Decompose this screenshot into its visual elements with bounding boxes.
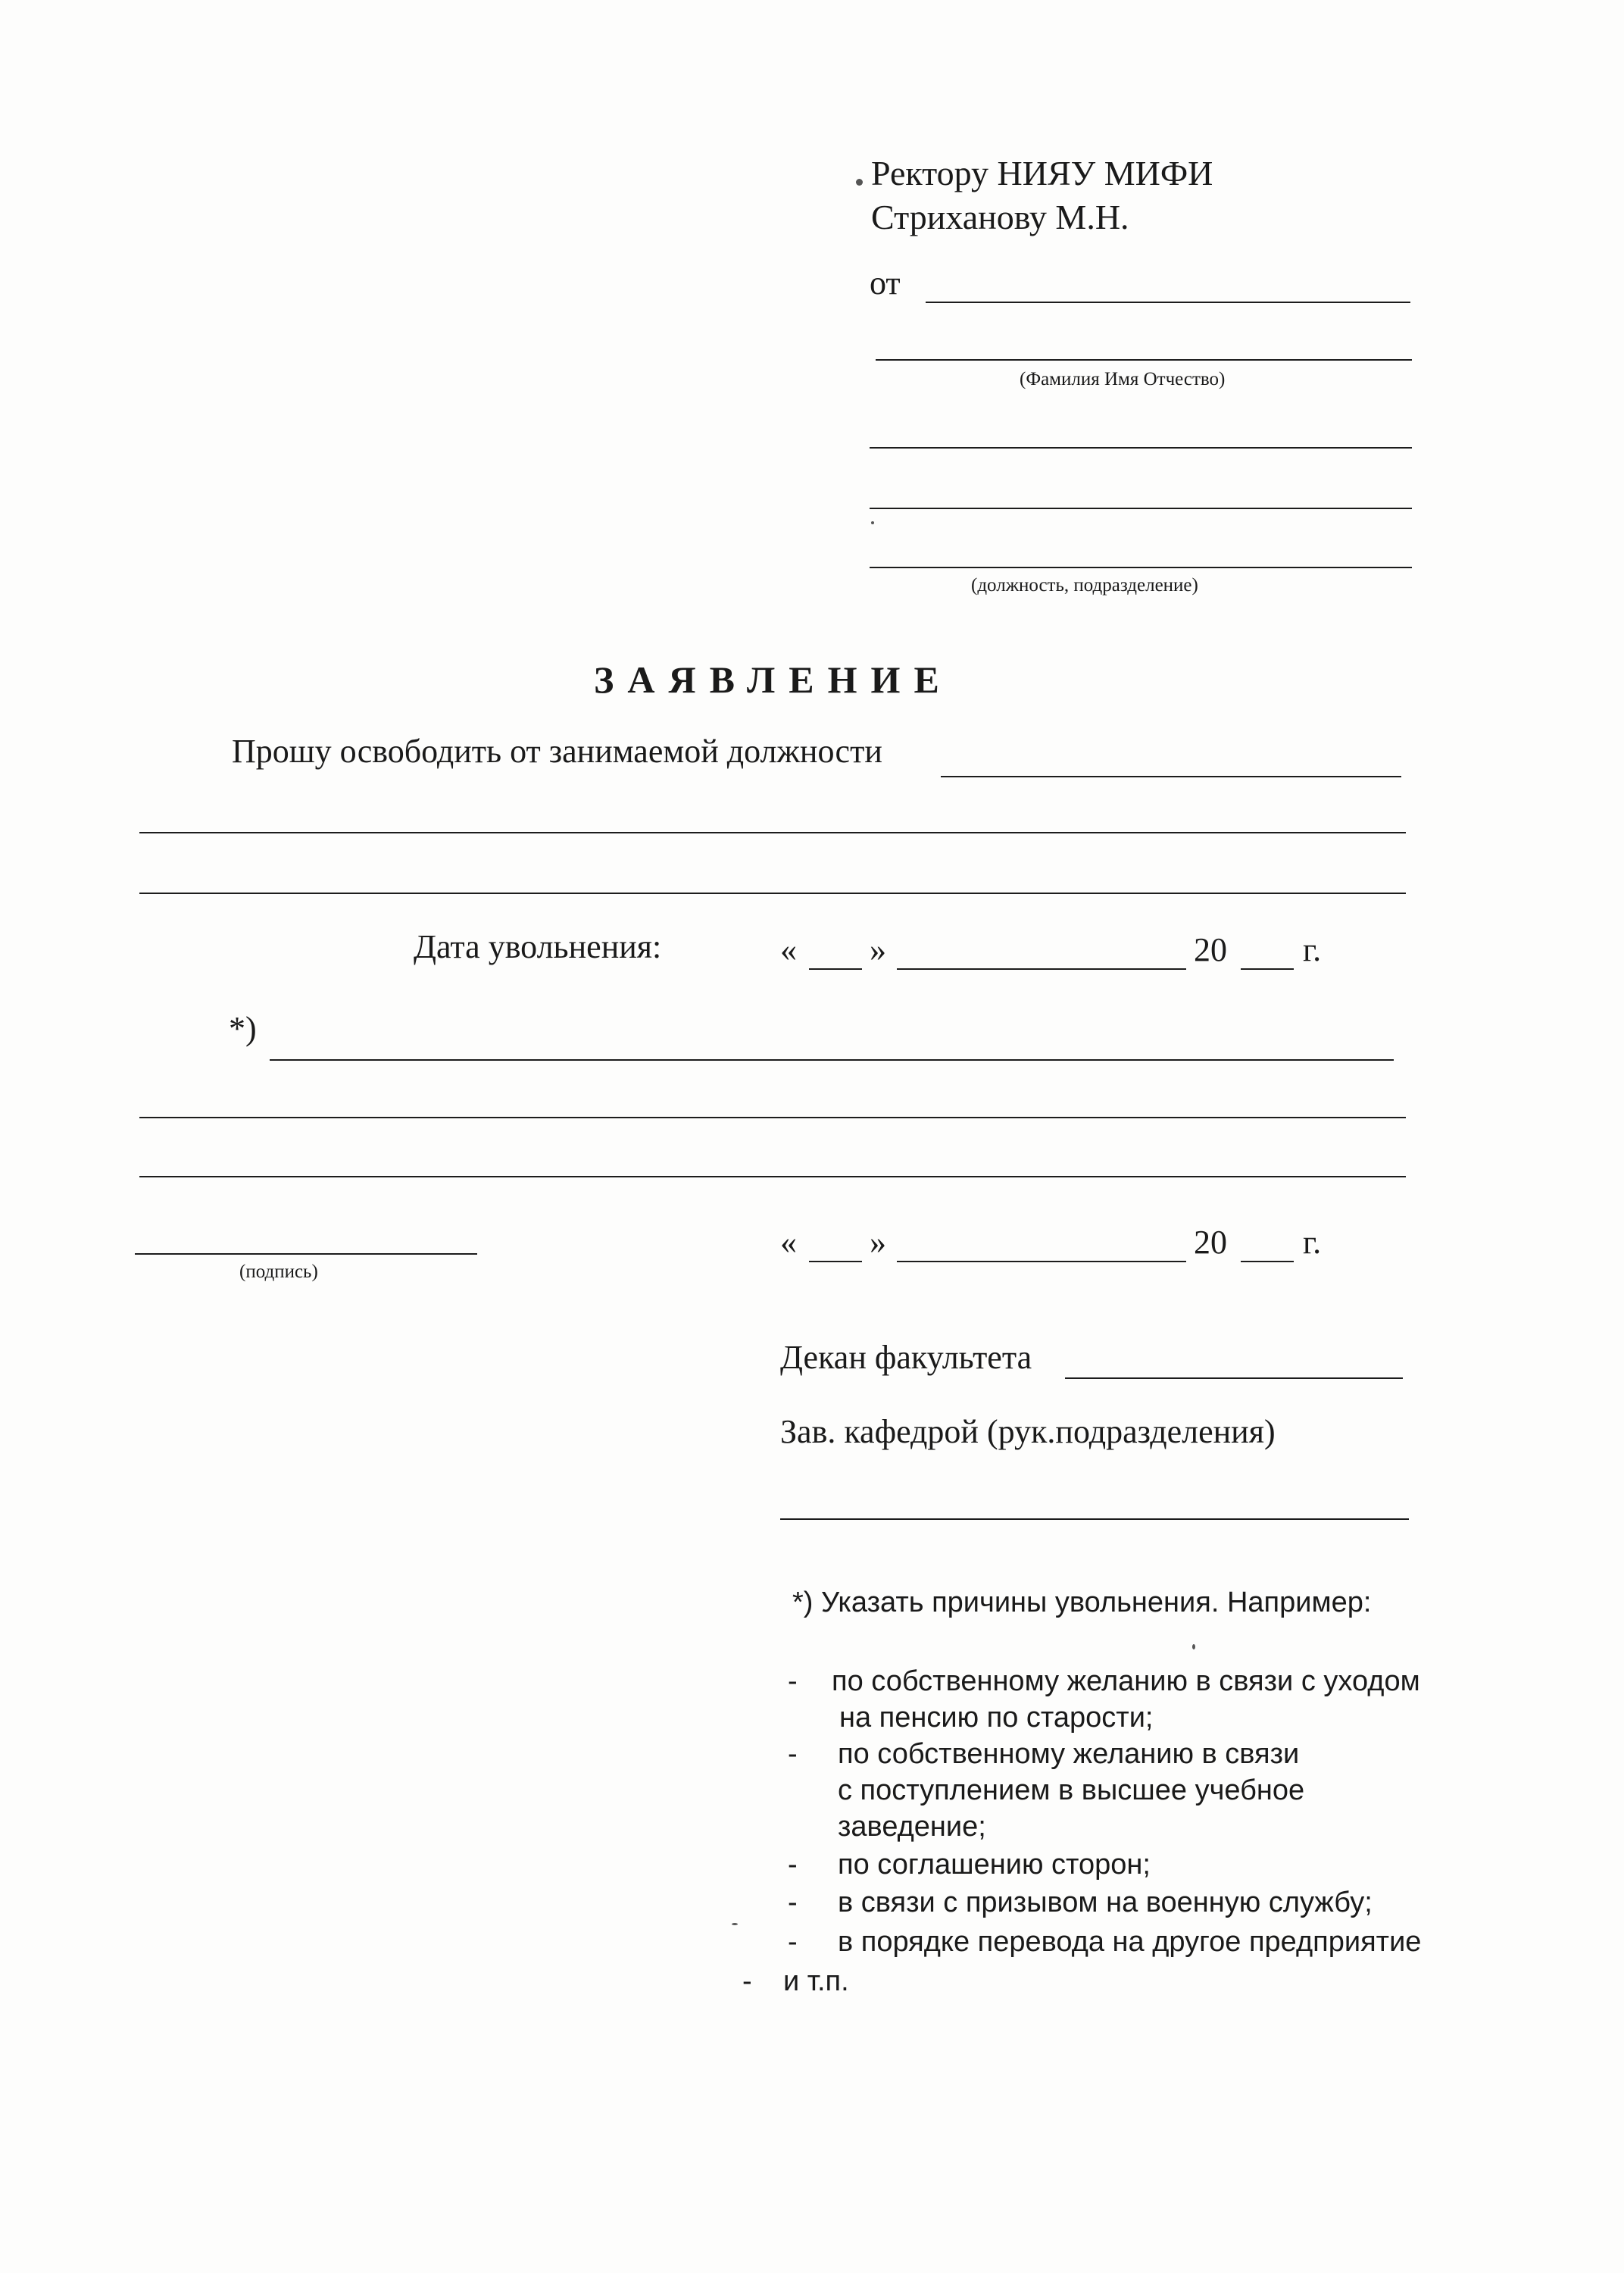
signature-quote-close: » bbox=[870, 1224, 886, 1261]
from-field-line[interactable] bbox=[926, 302, 1410, 303]
dismissal-month-field[interactable] bbox=[897, 968, 1186, 970]
footnote-item-2-line-2: с поступлением в высшее учебное bbox=[838, 1774, 1305, 1806]
signature-caption: (подпись) bbox=[239, 1262, 318, 1282]
scan-speck bbox=[1192, 1644, 1195, 1649]
from-label: от bbox=[870, 264, 901, 302]
footnote-item-1-line-2: на пенсию по старости; bbox=[839, 1702, 1154, 1734]
head-label: Зав. кафедрой (рук.подразделения) bbox=[780, 1413, 1276, 1450]
reason-field-line-1[interactable] bbox=[270, 1059, 1394, 1061]
footnote-item-2-line-1: по собственному желанию в связи bbox=[838, 1738, 1300, 1770]
signature-month-field[interactable] bbox=[897, 1261, 1186, 1262]
position-field-line-3[interactable] bbox=[870, 567, 1412, 568]
scan-speck bbox=[871, 521, 874, 524]
footnote-bullet: - bbox=[788, 1887, 798, 1918]
footnote-heading: *) Указать причины увольнения. Например: bbox=[792, 1587, 1372, 1618]
position-caption: (должность, подразделение) bbox=[971, 575, 1198, 596]
position-field-line-1[interactable] bbox=[870, 447, 1412, 449]
request-text: Прошу освободить от занимаемой должности bbox=[232, 733, 882, 770]
reason-field-line-3[interactable] bbox=[139, 1176, 1406, 1177]
footnote-item-5: в порядке перевода на другое предприятие bbox=[838, 1926, 1422, 1958]
name-caption: (Фамилия Имя Отчество) bbox=[1020, 369, 1226, 389]
dismissal-date-label: Дата увольнения: bbox=[414, 928, 662, 965]
dismissal-year-field[interactable] bbox=[1241, 968, 1294, 970]
request-field-line-2[interactable] bbox=[139, 832, 1406, 833]
request-field-line-1[interactable] bbox=[941, 776, 1401, 777]
signature-field-line[interactable] bbox=[135, 1253, 477, 1255]
dismissal-quote-close: » bbox=[870, 931, 886, 968]
dismissal-year-prefix: 20 bbox=[1194, 931, 1227, 968]
reason-marker: *) bbox=[229, 1010, 257, 1047]
footnote-item-3: по соглашению сторон; bbox=[838, 1849, 1151, 1881]
scan-speck bbox=[856, 179, 863, 186]
signature-quote-open: « bbox=[780, 1224, 797, 1261]
signature-year-field[interactable] bbox=[1241, 1261, 1294, 1262]
addressee-line-1: Ректору НИЯУ МИФИ bbox=[871, 154, 1213, 192]
footnote-item-1-line-1: по собственному желанию в связи с уходом bbox=[832, 1665, 1420, 1697]
footnote-bullet: - bbox=[788, 1665, 798, 1697]
dismissal-year-suffix: г. bbox=[1303, 931, 1322, 968]
name-field-line[interactable] bbox=[876, 359, 1412, 361]
position-field-line-2[interactable] bbox=[870, 508, 1412, 509]
document-title: ЗАЯВЛЕНИЕ bbox=[594, 658, 953, 701]
footnote-bullet: - bbox=[788, 1849, 798, 1881]
dean-label: Декан факультета bbox=[780, 1339, 1032, 1376]
footnote-last-item: и т.п. bbox=[783, 1965, 849, 1997]
footnote-bullet: - bbox=[742, 1965, 752, 1997]
footnote-item-2-line-3: заведение; bbox=[838, 1811, 986, 1843]
dismissal-quote-open: « bbox=[780, 931, 797, 968]
request-field-line-3[interactable] bbox=[139, 893, 1406, 894]
scan-speck bbox=[732, 1923, 738, 1925]
signature-year-prefix: 20 bbox=[1194, 1224, 1227, 1261]
footnote-item-4: в связи с призывом на военную службу; bbox=[838, 1887, 1373, 1918]
footnote-bullet: - bbox=[788, 1738, 798, 1770]
dean-field-line[interactable] bbox=[1065, 1377, 1403, 1379]
signature-year-suffix: г. bbox=[1303, 1224, 1322, 1261]
dismissal-day-field[interactable] bbox=[809, 968, 862, 970]
head-field-line[interactable] bbox=[780, 1518, 1409, 1520]
reason-field-line-2[interactable] bbox=[139, 1117, 1406, 1118]
addressee-line-2: Стриханову М.Н. bbox=[871, 198, 1129, 236]
signature-day-field[interactable] bbox=[809, 1261, 862, 1262]
footnote-bullet: - bbox=[788, 1926, 798, 1958]
